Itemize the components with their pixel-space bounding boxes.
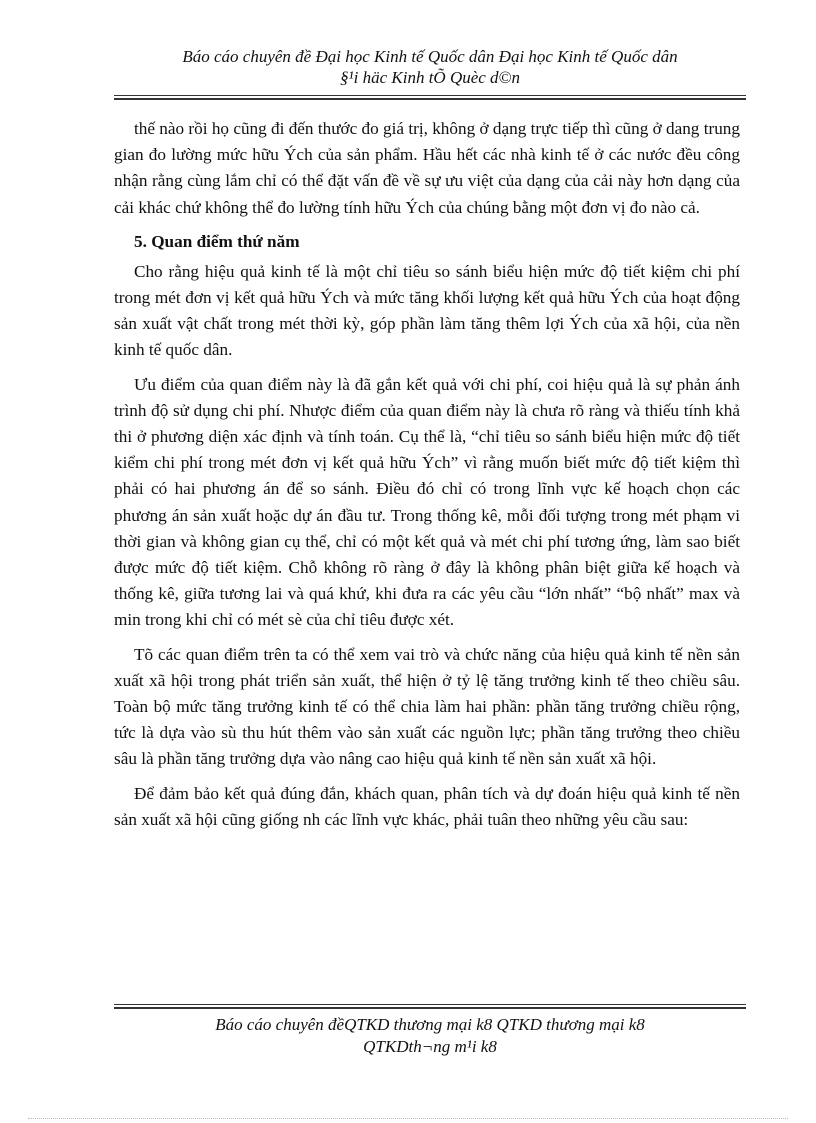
document-body — [114, 116, 740, 841]
paragraph-evaluation: Ưu điểm của quan điểm này là đã gắn kết quả với chi phí, coi hiệu quả là sự phản ánh trình độ sử dụng chi phí. Nhược điểm của quan điểm này là chưa rõ ràng và thiếu tính khả thi ở phương diện xác định và tính toán. Cụ thể là, “chỉ tiêu so sánh biểu hiện mức độ tiết kiểm chi phí trong mét đơn vị kết quả hữu Ých” vì rằng muốn biết mức độ tiết kiệm thì phải có hai phương án để so sánh. Điều đó chỉ có trong lĩnh vực kế hoạch chọn các phương án sản xuất hoặc dự án đầu tư. Trong thống kê, mỗi đối tượng trong mét phạm vi thời gian và không gian cụ thể, chỉ có một kết quả và mét chi phí tương ứng, làm sao biết được mức độ tiết kiệm. Chỗ không rõ ràng ở đây là không phân biệt giữa kế hoạch và thống kê, giữa tương lai và quá khứ, khi đưa ra các yêu cầu “lớn nhất” “bộ nhất” max và min trong khi chỉ có mét sè của chỉ tiêu được xét. — [114, 374, 740, 630]
page-footer — [114, 1014, 746, 1058]
page-header — [114, 46, 746, 96]
footer-title: Báo cáo chuyên đềQTKD thương mại k8 QTKD thương mại k8 — [215, 1015, 645, 1034]
paragraph-continued: thế nào rồi họ cũng đi đến thước đo giá trị, không ở dạng trực tiếp thì cũng ở dang trung gian đo lường mức hữu Ých của sản phẩm. Hầu hết các nhà kinh tế ở các nước đều công nhận rằng cùng lắm chỉ có thể đặt vấn đề về sự ưu việt của dạng của cải này hơn dạng của cải khác chứ không thể đo lường tính hữu Ých của chúng bằng một đơn vị đo nào cả. — [114, 119, 740, 217]
section-heading: 5. Quan điểm thứ năm — [134, 231, 300, 251]
paragraph-growth: Tõ các quan điểm trên ta có thể xem vai trò và chức năng của hiệu quả kinh tế nền sản xuất xã hội trong phát triển sản xuất, thể hiện ở tỷ lệ tăng trưởng kinh tế theo chiều sâu. Toàn bộ mức tăng trưởng kinh tế có thể chia làm hai phần: phần tăng trưởng chiều rộng, tức là dựa vào sù thu hút thêm vào sản xuất các nguồn lực; phần tăng trưởng theo chiều sâu là phần tăng trưởng dựa vào nâng cao hiệu quả kinh tế nền sản xuất xã hội. — [114, 644, 740, 769]
header-title: Báo cáo chuyên đề Đại học Kinh tế Quốc dân Đại học Kinh tế Quốc dân — [182, 47, 678, 66]
footer-divider-thick — [114, 1007, 746, 1009]
footer-title-encoded: QTKDth¬ng m¹i k8 — [363, 1037, 497, 1056]
header-title-encoded: §¹i häc Kinh tÕ Quèc d©n — [340, 68, 520, 87]
footer-divider — [114, 1004, 746, 1005]
paragraph-requirements: Để đảm bảo kết quả đúng đắn, khách quan, phân tích và dự đoán hiệu quả kinh tế nền sản xuất xã hội cũng giống nh các lĩnh vực khác, phải tuân theo những yêu cầu sau: — [114, 783, 740, 829]
header-divider-thick — [114, 98, 746, 100]
header-divider — [114, 95, 746, 96]
paragraph-definition: Cho rằng hiệu quả kinh tế là một chỉ tiêu so sánh biểu hiện mức độ tiết kiệm chi phí trong mét đơn vị kết quả hữu Ých và mức tăng khối lượng kết quả hữu Ých của hoạt động sản xuất vật chất trong mét thời kỳ, góp phần làm tăng thêm lợi Ých của xã hội, của nền kinh tế quốc dân. — [114, 261, 740, 360]
page-edge-divider — [28, 1118, 788, 1119]
